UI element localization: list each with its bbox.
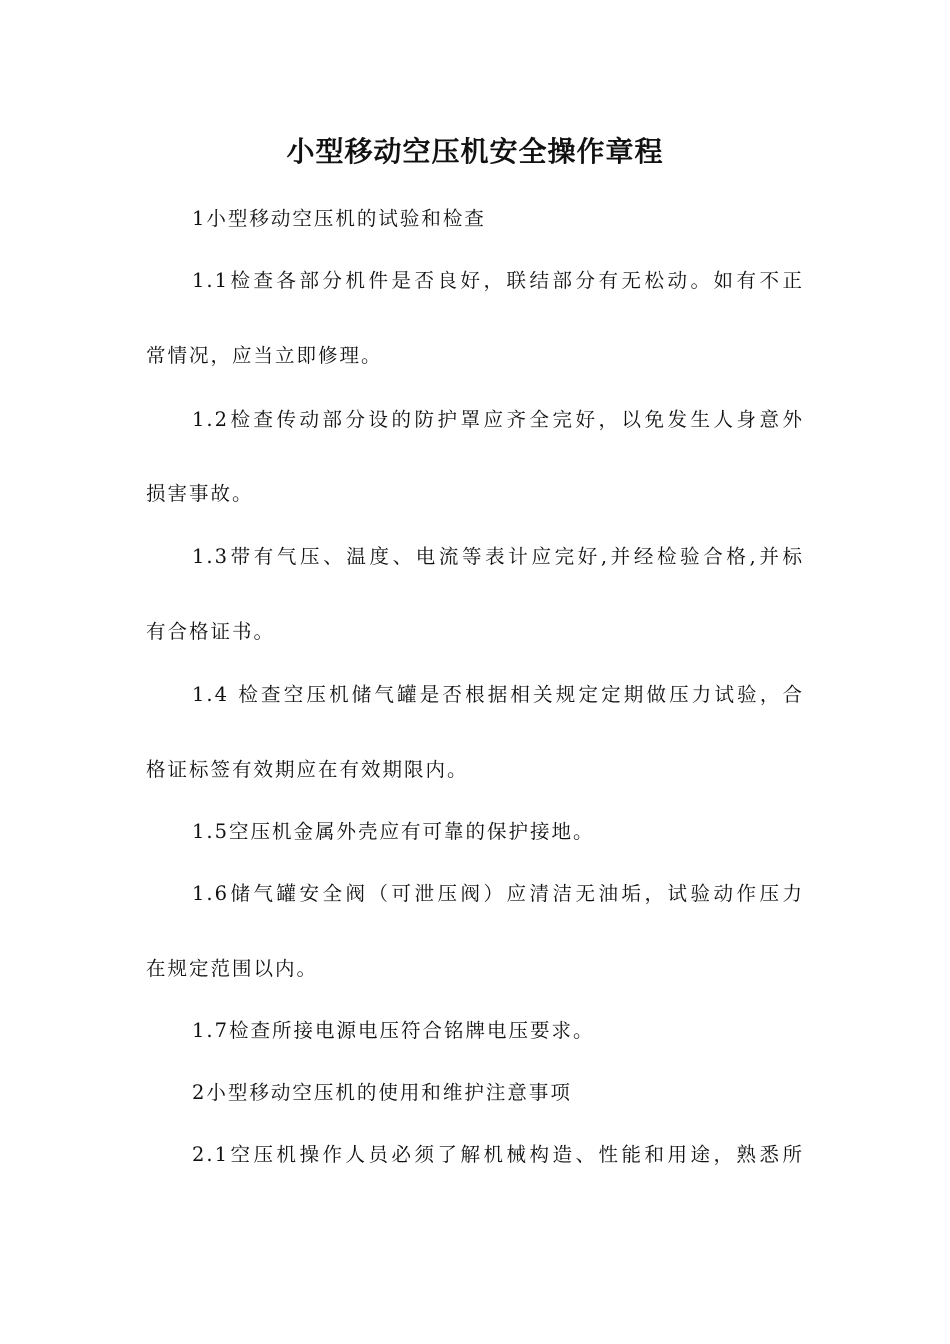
- paragraph-1-2-line-1: 1.2检查传动部分设的防护罩应齐全完好，以免发生人身意外: [192, 408, 804, 431]
- document-title: 小型移动空压机安全操作章程: [286, 135, 664, 168]
- paragraph-1-7: 1.7检查所接电源电压符合铭牌电压要求。: [192, 1019, 595, 1042]
- paragraph-1-1-line-2: 常情况，应当立即修理。: [146, 344, 383, 367]
- paragraph-1-3-line-2: 有合格证书。: [146, 620, 276, 643]
- paragraph-1-4-line-2: 格证标签有效期应在有效期限内。: [146, 758, 469, 781]
- paragraph-1-1-line-1: 1.1检查各部分机件是否良好，联结部分有无松动。如有不正: [192, 269, 804, 292]
- paragraph-1-3-line-1: 1.3带有气压、温度、电流等表计应完好,并经检验合格,并标: [192, 545, 804, 568]
- section-heading-2: 2小型移动空压机的使用和维护注意事项: [192, 1081, 572, 1104]
- section-heading-1: 1小型移动空压机的试验和检查: [192, 207, 486, 230]
- paragraph-1-2-line-2: 损害事故。: [146, 482, 254, 505]
- paragraph-2-1-line-1: 2.1空压机操作人员必须了解机械构造、性能和用途，熟悉所: [192, 1143, 804, 1166]
- paragraph-1-6-line-2: 在规定范围以内。: [146, 957, 319, 980]
- paragraph-1-5: 1.5空压机金属外壳应有可靠的保护接地。: [192, 820, 595, 843]
- paragraph-1-6-line-1: 1.6储气罐安全阀（可泄压阀）应清洁无油垢，试验动作压力: [192, 882, 804, 905]
- paragraph-1-4-line-1: 1.4 检查空压机储气罐是否根据相关规定定期做压力试验，合: [192, 683, 804, 706]
